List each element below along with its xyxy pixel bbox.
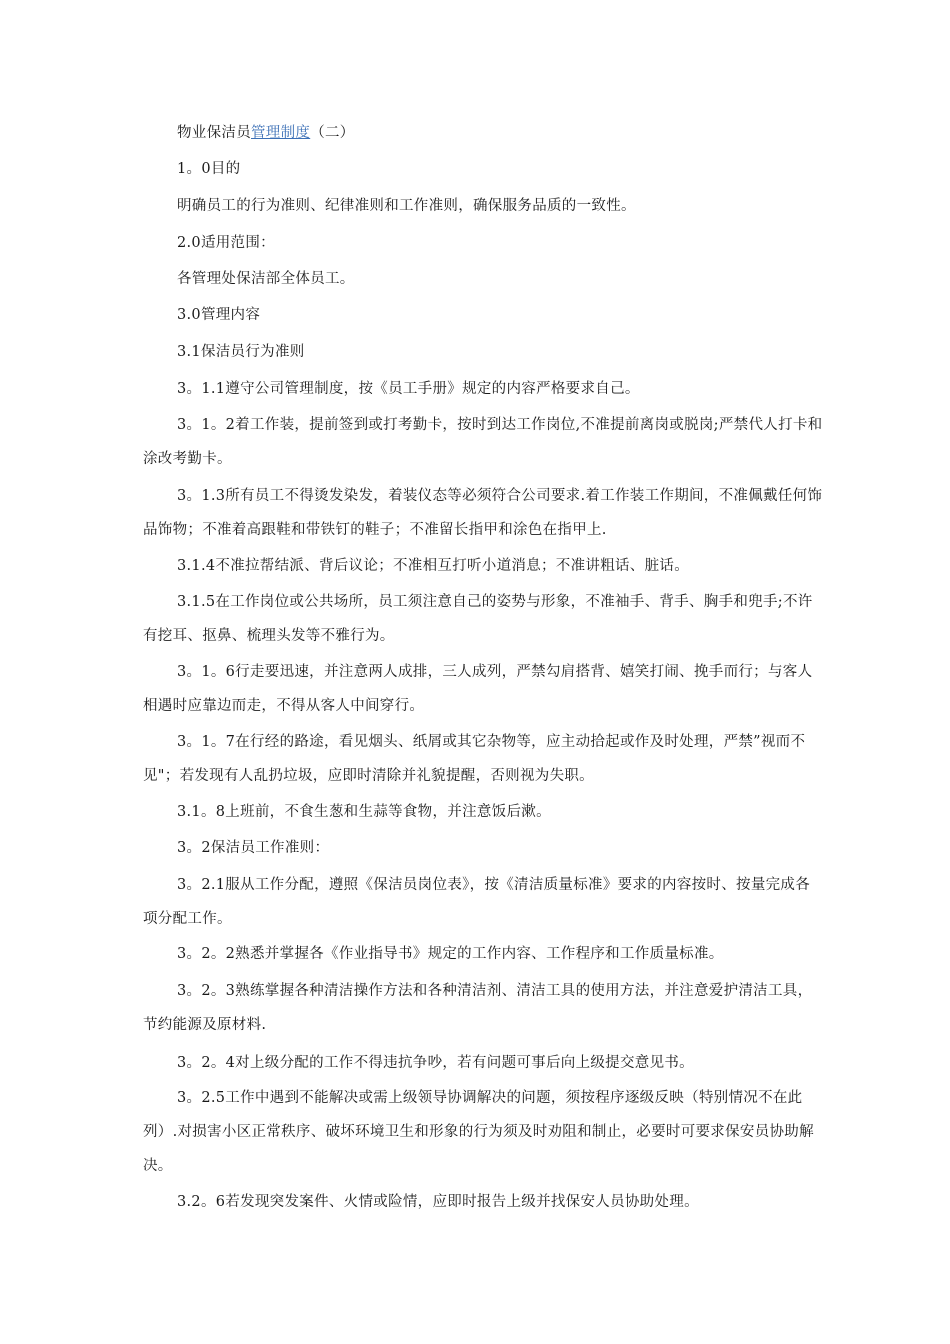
paragraph: 3.1.5在工作岗位或公共场所，员工须注意自己的姿势与形象，不准袖手、背手、胸手和兜手;不许有挖耳、抠鼻、梳理头发等不雅行为。 [143, 594, 813, 644]
paragraph: 3。2。4对上级分配的工作不得违抗争吵，若有问题可事后向上级提交意见书。 [177, 1055, 694, 1071]
paragraph: 3.1。8上班前，不食生葱和生蒜等食物，并注意饭后漱。 [177, 804, 551, 820]
title-prefix: 物业保洁员 [177, 125, 251, 141]
paragraph: 3。1。2着工作装，提前签到或打考勤卡，按时到达工作岗位,不准提前离岗或脱岗;严禁代人打卡和涂改考勤卡。 [143, 417, 823, 467]
paragraph: 3。2.5工作中遇到不能解决或需上级领导协调解决的问题，须按程序逐级反映（特别情况不在此列）.对损害小区正常秩序、破坏环境卫生和形象的行为须及时劝阻和制止，必要时可要求保安员协助解决。 [143, 1090, 814, 1174]
paragraph: 3.1.4不准拉帮结派、背后议论；不准相互打听小道消息；不准讲粗话、脏话。 [177, 558, 689, 574]
section-heading: 3。2保洁员工作准则： [177, 840, 330, 856]
paragraph: 3。1。7在行经的路途，看见烟头、纸屑或其它杂物等，应主动拾起或作及时处理，严禁”视而不见"；若发现有人乱扔垃圾，应即时清除并礼貌提醒，否则视为失职。 [143, 734, 806, 784]
section-heading: 2.0适用范围： [177, 235, 275, 251]
section-heading: 3.1保洁员行为准则 [177, 344, 305, 360]
section-heading: 1。0目的 [177, 161, 241, 177]
document-title [143, 116, 823, 150]
paragraph: 3.2。6若发现突发案件、火情或险情，应即时报告上级并找保安人员协助处理。 [177, 1194, 699, 1210]
paragraph: 3。2。3熟练掌握各种清洁操作方法和各种清洁剂、清洁工具的使用方法，并注意爱护清洁工具，节约能源及原材料. [143, 983, 813, 1033]
title-suffix: （二） [310, 125, 355, 141]
paragraph: 3。1。6行走要迅速，并注意两人成排，三人成列，严禁勾肩搭背、嬉笑打闹、挽手而行；与客人相遇时应靠边而走，不得从客人中间穿行。 [143, 664, 813, 714]
paragraph: 3。2.1服从工作分配，遵照《保洁员岗位表》，按《清洁质量标准》要求的内容按时、按量完成各项分配工作。 [143, 877, 811, 927]
paragraph: 3。1.3所有员工不得烫发染发，着装仪态等必须符合公司要求.着工作装工作期间，不准佩戴任何饰品饰物；不准着高跟鞋和带铁钉的鞋子；不准留长指甲和涂色在指甲上. [143, 488, 823, 538]
paragraph: 3。1.1遵守公司管理制度，按《员工手册》规定的内容严格要求自己。 [177, 381, 640, 397]
section-heading: 3.0管理内容 [177, 307, 261, 323]
paragraph: 明确员工的行为准则、纪律准则和工作准则，确保服务品质的一致性。 [177, 198, 636, 214]
paragraph: 3。2。2熟悉并掌握各《作业指导书》规定的工作内容、工作程序和工作质量标准。 [177, 946, 724, 962]
paragraph: 各管理处保洁部全体员工。 [177, 271, 355, 287]
management-system-link[interactable]: 管理制度 [251, 125, 311, 141]
